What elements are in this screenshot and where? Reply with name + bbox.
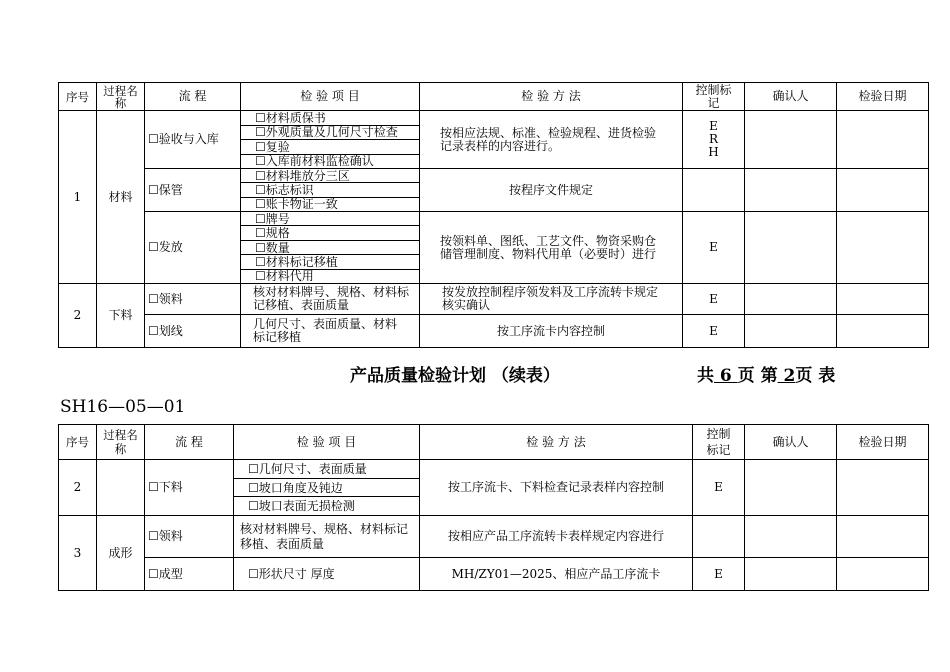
process-cell: 材料	[97, 111, 145, 284]
form-code: SH16—05—01	[60, 397, 186, 417]
method-cell: 按工序流卡、下料检查记录表样内容控制	[420, 460, 693, 516]
items-cell: 几何尺寸、表面质量、材料标记移植	[241, 315, 420, 348]
item-line: ☐ 几何尺寸、表面质量	[234, 460, 419, 479]
seq-cell: 1	[59, 111, 97, 284]
item-line: ☐ 数量	[241, 241, 419, 255]
date-cell	[837, 169, 929, 212]
mark-cell	[683, 169, 745, 212]
page-counter: 共 6 页 第 2页 表	[697, 366, 836, 386]
confirmer-cell	[745, 558, 837, 591]
items-cell	[241, 111, 420, 169]
method-cell: 按工序流卡内容控制	[420, 315, 683, 348]
item-line: ☐ 标志标识	[241, 183, 419, 197]
header-process: 过程名称	[97, 425, 145, 460]
method-cell: 按领料单、图纸、工艺文件、物资采购仓储管理制度、物料代用单（必要时）进行	[420, 212, 683, 284]
method-cell: 按发放控制程序领发料及工序流转卡规定核实确认	[420, 284, 683, 315]
page-title: 产品质量检验计划 （续表）	[350, 366, 560, 386]
header-items: 检 验 项 目	[234, 425, 420, 460]
flow-cell: ☐ 下料	[145, 460, 234, 516]
mark-cell: E R H	[683, 111, 745, 169]
mark-cell: E	[683, 212, 745, 284]
flow-cell: ☐ 划线	[145, 315, 241, 348]
header-method: 检 验 方 法	[420, 425, 693, 460]
items-cell: 核对材料牌号、规格、材料标记移植、表面质量	[241, 284, 420, 315]
item-line: ☐ 材料堆放分三区	[241, 169, 419, 183]
process-cell	[97, 460, 145, 516]
confirmer-cell	[745, 460, 837, 516]
confirmer-cell	[745, 111, 837, 169]
item-line: ☐ 复验	[241, 140, 419, 155]
seq-cell: 2	[59, 460, 97, 516]
header-method: 检 验 方 法	[420, 83, 683, 111]
flow-cell: ☐ 领料	[145, 516, 234, 558]
confirmer-cell	[745, 315, 837, 348]
inspection-table-2	[58, 424, 929, 591]
header-flow: 流 程	[145, 83, 241, 111]
confirmer-cell	[745, 169, 837, 212]
flow-cell: ☐ 领料	[145, 284, 241, 315]
process-cell: 成形	[97, 516, 145, 591]
header-mark: 控制标记	[693, 425, 745, 460]
mark-cell: E	[683, 315, 745, 348]
mark-cell	[693, 516, 745, 558]
header-items: 检 验 项 目	[241, 83, 420, 111]
flow-cell: ☐ 发放	[145, 212, 241, 284]
date-cell	[837, 460, 929, 516]
item-line: ☐ 入库前材料监检确认	[241, 155, 419, 169]
items-cell	[241, 169, 420, 212]
header-confirmer: 确认人	[745, 425, 837, 460]
seq-cell: 3	[59, 516, 97, 591]
confirmer-cell	[745, 284, 837, 315]
item-line: ☐ 坡口表面无损检测	[234, 497, 419, 515]
confirmer-cell	[745, 516, 837, 558]
method-cell: 按程序文件规定	[420, 169, 683, 212]
header-process: 过程名称	[97, 83, 145, 111]
header-flow: 流 程	[145, 425, 234, 460]
date-cell	[837, 516, 929, 558]
item-line: ☐ 材料标记移植	[241, 255, 419, 269]
item-line: ☐ 规格	[241, 226, 419, 240]
date-cell	[837, 111, 929, 169]
mark-cell: E	[693, 558, 745, 591]
items-cell	[241, 212, 420, 284]
mark-cell: E	[693, 460, 745, 516]
date-cell	[837, 212, 929, 284]
date-cell	[837, 558, 929, 591]
item-line: ☐ 外观质量及几何尺寸检查	[241, 126, 419, 141]
flow-cell: ☐ 验收与入库	[145, 111, 241, 169]
header-date: 检验日期	[837, 425, 929, 460]
item-line: ☐ 材料代用	[241, 270, 419, 283]
date-cell	[837, 315, 929, 348]
mark-cell: E	[683, 284, 745, 315]
item-line: ☐ 牌号	[241, 212, 419, 226]
items-cell	[234, 460, 420, 516]
seq-cell: 2	[59, 284, 97, 348]
process-cell: 下料	[97, 284, 145, 348]
item-line: ☐ 账卡物证一致	[241, 198, 419, 211]
method-cell: 按相应法规、标准、检验规程、进货检验记录表样的内容进行。	[420, 111, 683, 169]
items-cell: ☐ 形状尺寸 厚度	[234, 558, 420, 591]
header-mark: 控制标记	[683, 83, 745, 111]
items-cell: 核对材料牌号、规格、材料标记移植、表面质量	[234, 516, 420, 558]
header-date: 检验日期	[837, 83, 929, 111]
header-confirmer: 确认人	[745, 83, 837, 111]
item-line: ☐ 材料质保书	[241, 111, 419, 126]
flow-cell: ☐ 成型	[145, 558, 234, 591]
method-cell: 按相应产品工序流转卡表样规定内容进行	[420, 516, 693, 558]
item-line: ☐ 坡口角度及钝边	[234, 479, 419, 498]
method-cell: MH/ZY01—2025、相应产品工序流卡	[420, 558, 693, 591]
header-seq: 序号	[59, 425, 97, 460]
flow-cell: ☐ 保管	[145, 169, 241, 212]
inspection-table-1	[58, 82, 929, 348]
confirmer-cell	[745, 212, 837, 284]
header-seq: 序号	[59, 83, 97, 111]
date-cell	[837, 284, 929, 315]
